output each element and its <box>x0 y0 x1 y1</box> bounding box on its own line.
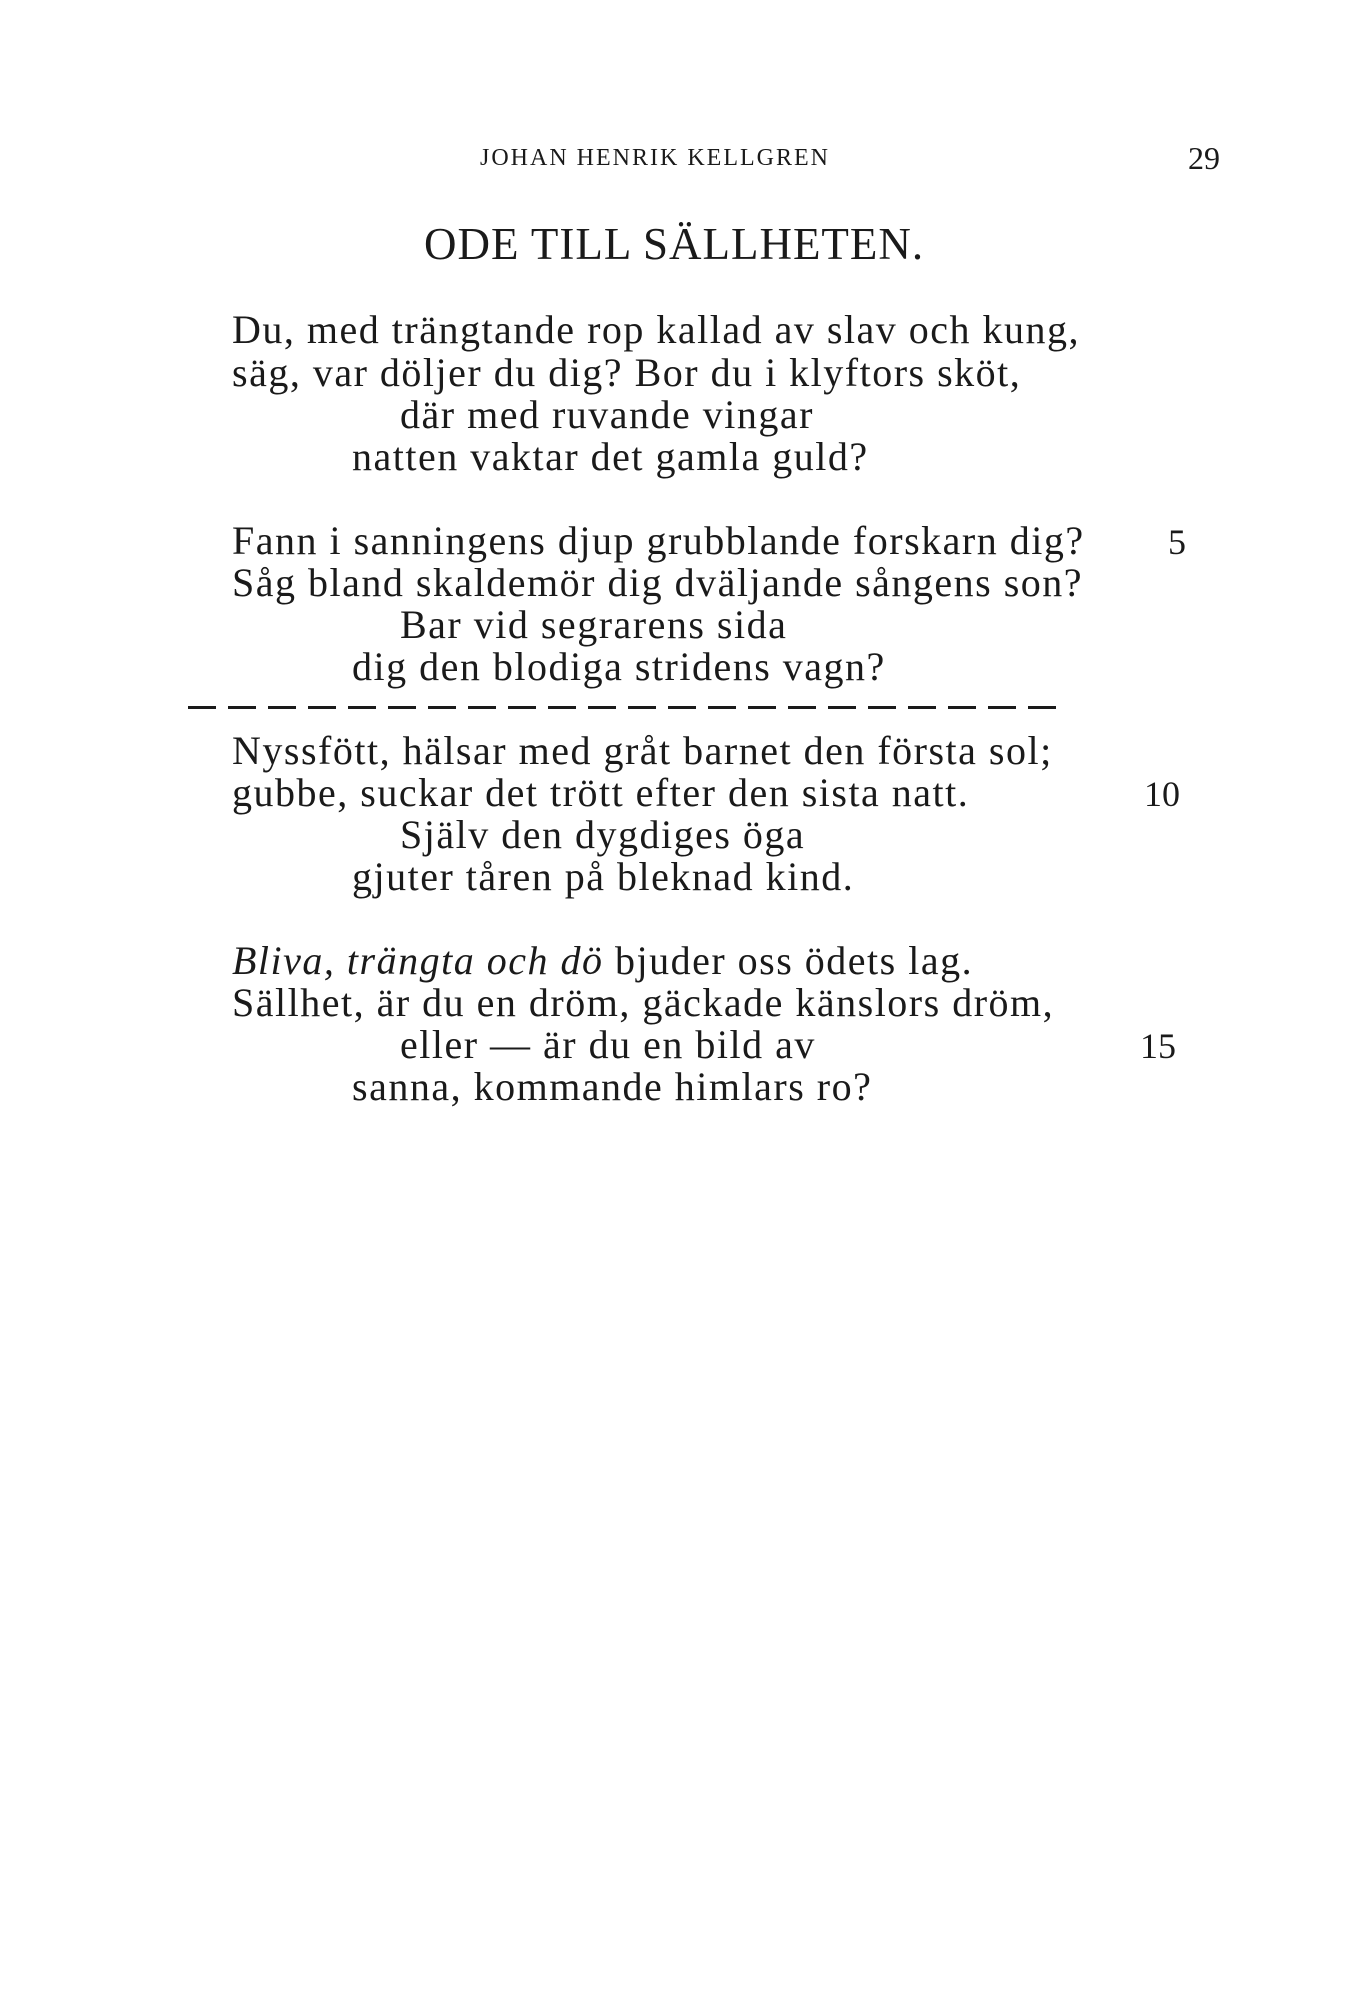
poem-line: Såg bland skaldemör dig dväljande sångens son? <box>232 560 1084 605</box>
poem-line: natten vaktar det gamla guld? <box>352 434 869 479</box>
poem-line: Sällhet, är du en dröm, gäckade känslors dröm, <box>232 980 1055 1025</box>
poem-line: där med ruvande vingar <box>400 392 814 437</box>
poem-line: eller — är du en bild av <box>400 1022 816 1067</box>
page-break-divider <box>188 706 1068 709</box>
line-number: 5 <box>1168 522 1186 562</box>
poem-line: Nyssfött, hälsar med gråt barnet den första sol; <box>232 728 1053 773</box>
poem-line: Du, med trängtande rop kallad av slav och kung, <box>232 307 1081 352</box>
poem-line: Fann i sanningens djup grubblande forskarn dig? <box>232 518 1085 563</box>
line-number: 10 <box>1144 774 1180 814</box>
poem-line-roman-part: bjuder oss ödets lag. <box>603 938 974 983</box>
poem-line: Bar vid segrarens sida <box>400 602 788 647</box>
poem-line: gubbe, suckar det trött efter den sista natt. <box>232 770 970 815</box>
page-number: 29 <box>1188 140 1220 176</box>
poem-line: säg, var döljer du dig? Bor du i klyftors sköt, <box>232 350 1022 395</box>
poem-line: gjuter tåren på bleknad kind. <box>352 854 855 899</box>
poem-line: dig den blodiga stridens vagn? <box>352 644 886 689</box>
poem-line <box>232 937 973 984</box>
poem-line: sanna, kommande himlars ro? <box>352 1064 873 1109</box>
poem-title: ODE TILL SÄLLHETEN. <box>424 219 925 269</box>
poem-line-italic-part: Bliva, trängta och dö <box>232 938 604 983</box>
line-number: 15 <box>1140 1026 1176 1066</box>
running-head: JOHAN HENRIK KELLGREN <box>480 145 830 171</box>
poem-line: Själv den dygdiges öga <box>400 812 806 857</box>
